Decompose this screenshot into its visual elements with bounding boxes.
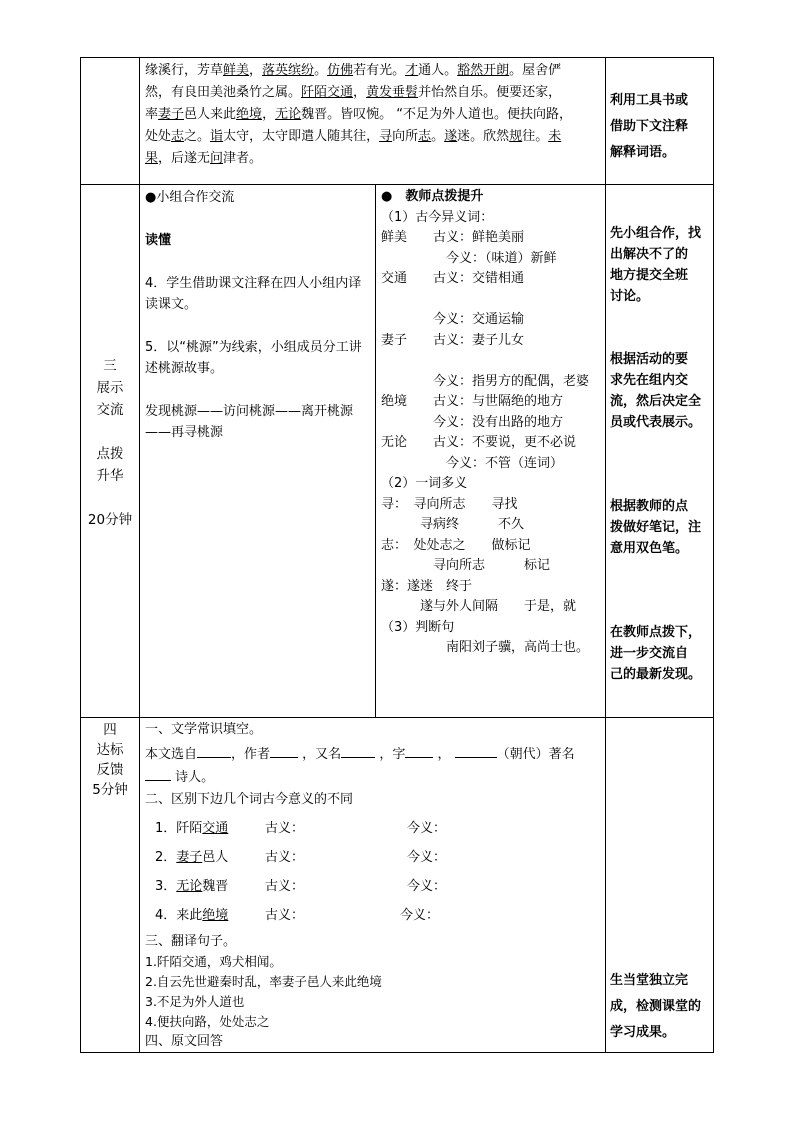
teacher-note-line: 交通 古义：交错相通 [381, 271, 525, 286]
teacher-note-line: （3）判断句 [381, 619, 455, 635]
teacher-title: ● 教师点拨提升 [381, 189, 484, 204]
teacher-guidance-cell [376, 185, 606, 718]
blank-identity[interactable] [145, 767, 171, 781]
aside-line: 根据教师的点 [610, 499, 689, 514]
annotated-word: 诣 [210, 129, 224, 144]
phrase-text: 邑人 [202, 850, 229, 865]
ancient-meaning-label: 古义： [265, 908, 305, 923]
group-item-4: 4．学生借助课文注释在四人小组内译读课文。 [145, 276, 362, 312]
lesson-plan-page [80, 57, 713, 1053]
target-word: 妻子 [176, 850, 203, 865]
stage-line: 三 [103, 358, 117, 374]
stage-line [81, 421, 139, 443]
item-number: 1． [155, 821, 177, 836]
aside-line: 意用双色笔。 [610, 541, 689, 556]
stage-line: 升华 [96, 468, 124, 484]
row1-stage-cell [81, 58, 140, 185]
row2-aside-text [610, 223, 709, 685]
teacher-note-line: 寻： 寻向所志 寻找 [381, 496, 518, 512]
passage-segment: 通人。 [418, 63, 458, 78]
row1-aside-text [610, 88, 709, 166]
annotated-word: 果 [145, 151, 159, 166]
passage-segment: 之。 [184, 129, 211, 144]
item-number: 3． [155, 879, 177, 894]
teacher-note-line: 今义：指男方的配偶，老婆 [381, 373, 590, 389]
annotated-word: 才 [405, 63, 419, 78]
modern-meaning-label: 今义： [407, 850, 447, 865]
sec2-phrase [155, 877, 265, 897]
aside-line [610, 454, 709, 475]
sec2-item [145, 906, 600, 926]
ancient-meaning-label: 古义： [265, 879, 305, 894]
sec2-list [145, 819, 600, 926]
annotated-word: 问 [210, 151, 224, 166]
passage-segment: 然，有良田美池桑竹之属。 [145, 85, 302, 100]
aside-line: 根据活动的要 [610, 352, 689, 367]
aside-line [610, 475, 709, 496]
annotated-word: 妻子 [158, 107, 185, 122]
annotated-word: 志 [418, 129, 432, 144]
target-word: 绝境 [202, 908, 229, 923]
passage-segment: 缘溪行，芳草 [145, 63, 224, 78]
stage-line: 点拨 [96, 446, 124, 462]
passage-segment: 邑人来此 [184, 107, 237, 122]
passage-segment: ， [262, 107, 276, 122]
translation-item: 3.不足为外人道也 [145, 994, 245, 1009]
target-word: 交通 [202, 821, 229, 836]
stage-line: 达标 [96, 742, 124, 758]
exercise-cell [140, 718, 606, 1053]
passage-segment: 迷。欣然 [457, 129, 510, 144]
passage-segment: 并怡然自乐。便要还家， [418, 85, 562, 100]
sec4-title: 四、原文回答 [145, 1034, 224, 1049]
annotated-word: 遂 [444, 129, 458, 144]
teacher-note-line: 绝境 古义：与世隔绝的地方 [381, 394, 564, 409]
passage-line [145, 82, 600, 104]
stage-line [81, 487, 139, 509]
aside-line: 利用工具书或 [610, 93, 689, 108]
passage-segment: 。屋舍俨 [509, 63, 562, 78]
sec2-title: 二、区别下边几个词古今意义的不同 [145, 792, 354, 807]
aside-line: 生当堂独立完 [610, 973, 689, 988]
stage-line: 反馈 [96, 762, 124, 778]
translation-item: 2.自云先世避秦时乱，率妻子邑人来此绝境 [145, 974, 382, 989]
passage-segment: 往。 [522, 129, 549, 144]
teacher-note-line: 寻向所志 标记 [381, 558, 551, 573]
group-item-5: 5．以“桃源”为线索，小组成员分工讲述桃源故事。 [145, 340, 362, 376]
blank-courtesy-name[interactable] [405, 744, 433, 758]
teacher-note-line: 今义：（味道）新鲜 [381, 250, 557, 266]
passage-line [145, 148, 600, 170]
teacher-note-line: 南阳刘子骥，高尚士也。 [381, 640, 590, 655]
stage-line: 5分钟 [92, 782, 128, 798]
passage-segment: ， [249, 63, 263, 78]
sec2-phrase [155, 906, 265, 926]
blank-source[interactable] [197, 744, 231, 758]
passage-segment: 率 [145, 107, 159, 122]
teacher-note-line: 遂：遂迷 终于 [381, 578, 473, 594]
passage-segment: 若有光。 [353, 63, 406, 78]
group-work-cell [140, 185, 376, 718]
sec2-phrase [155, 819, 265, 839]
annotated-word: 寻 [379, 129, 393, 144]
teacher-note-line: 无论 古义：不要说，更不必说 [381, 435, 577, 450]
annotated-word: 黄发垂髫 [366, 85, 419, 100]
modern-meaning-label: 今义： [407, 821, 447, 836]
row3-stage-cell [81, 718, 140, 1053]
passage-segment: 处处 [145, 129, 172, 144]
aside-line [610, 433, 709, 454]
teacher-note-line: 今义：交通运输 [381, 312, 525, 327]
teacher-note-line: 鲜美 古义：鲜艳美丽 [381, 230, 525, 245]
sec3-list [145, 952, 600, 1032]
passage-segment: 。 [431, 129, 445, 144]
annotated-word: 落英缤纷 [262, 63, 315, 78]
sec2-item [145, 877, 600, 897]
teacher-notes [381, 208, 600, 659]
teacher-note-line: （2）一词多义 [381, 476, 468, 491]
aside-line: 借助下文注释 [610, 119, 689, 134]
stage-line: 展示 [96, 380, 124, 396]
passage-line [145, 126, 600, 148]
annotated-word: 志 [171, 129, 185, 144]
aside-line [610, 580, 709, 601]
aside-line: 解释词语。 [610, 145, 676, 160]
teacher-note-line: 今义：不管（连词） [381, 455, 564, 471]
aside-line: 求先在组内交 [610, 373, 689, 388]
aside-line [610, 307, 709, 328]
stage-line: 四 [103, 722, 117, 738]
stage-label-feedback [81, 720, 139, 800]
blank-author[interactable] [270, 744, 298, 758]
sec2-item [145, 848, 600, 868]
aside-line: 己的最新发现。 [610, 667, 702, 682]
row3-aside-text [610, 968, 709, 1046]
row-feedback [81, 718, 714, 1053]
teacher-note-line: 志： 处处志之 做标记 [381, 537, 531, 553]
group-flow: 发现桃源——访问桃源——离开桃源——再寻桃源 [145, 404, 354, 440]
passage-segment: 向所 [392, 129, 419, 144]
sec1-fill-line: 本文选自 ，作者 ，又名 ，字 ， （朝代）著名 [145, 744, 600, 765]
teacher-note-line: 妻子 古义：妻子儿女 [381, 332, 525, 348]
sec1-title: 一、文学常识填空。 [145, 722, 263, 737]
group-subtitle: 读懂 [145, 233, 172, 248]
ancient-meaning-label: 古义： [265, 821, 305, 836]
phrase-text: 阡陌 [176, 821, 203, 836]
row3-aside-cell [606, 718, 714, 1053]
annotated-word: 仿佛 [327, 63, 354, 78]
blank-dynasty[interactable] [455, 744, 497, 758]
translation-item: 1.阡陌交通，鸡犬相闻。 [145, 954, 282, 969]
aside-line [610, 559, 709, 580]
group-title: ●小组合作交流 [145, 190, 235, 205]
aside-line: 地方提交全班 [610, 268, 689, 283]
aside-line: 在教师点拨下， [610, 625, 702, 640]
passage-segment: ，后遂无 [158, 151, 211, 166]
row-passage [81, 58, 714, 185]
passage-line [145, 104, 600, 126]
modern-meaning-label: 今义： [400, 908, 440, 923]
annotated-word: 未 [548, 129, 562, 144]
aside-line: 先小组合作，找 [610, 226, 702, 241]
sec3-title: 三、翻译句子。 [145, 934, 237, 949]
passage-segment: 太守，太守即遣人随其往， [223, 129, 380, 144]
phrase-text: 来此 [176, 908, 203, 923]
annotated-word: 无论 [275, 107, 302, 122]
passage-cell [140, 58, 606, 185]
teacher-note-line: 寻病终 不久 [381, 517, 525, 532]
row1-aside-cell [606, 58, 714, 185]
teacher-note-line: 遂与外人间隔 于是，就 [381, 599, 577, 614]
item-number: 2． [155, 850, 177, 865]
modern-meaning-label: 今义： [407, 879, 447, 894]
ancient-meaning-label: 古义： [265, 850, 305, 865]
teacher-note-line [381, 290, 600, 311]
passage-segment: 津者。 [223, 151, 263, 166]
translation-item: 4.便扶向路，处处志之 [145, 1014, 270, 1029]
sec1-fill-line-2: 诗人。 [145, 767, 600, 788]
row-display [81, 185, 714, 718]
sec2-item [145, 819, 600, 839]
teacher-note-line [381, 351, 600, 372]
aside-line: 学习成果。 [610, 1025, 676, 1040]
annotated-word: 鲜美 [223, 63, 250, 78]
row2-aside-cell [606, 185, 714, 718]
annotated-word: 绝境 [236, 107, 263, 122]
aside-line: 成，检测课堂的 [610, 999, 702, 1014]
passage-segment: 。 [314, 63, 328, 78]
aside-line: 讨论。 [610, 289, 650, 304]
phrase-text: 魏晋 [202, 879, 229, 894]
row2-stage-cell [81, 185, 140, 718]
passage-segment: 魏晋。皆叹惋。 “不足为外人道也。便扶向路， [301, 107, 572, 122]
sec2-phrase [155, 848, 265, 868]
aside-line: 流，然后决定全 [610, 394, 702, 409]
lesson-table [80, 57, 714, 1053]
annotated-word: 豁然开朗 [457, 63, 510, 78]
stage-line: 交流 [96, 402, 124, 418]
stage-label-display [81, 355, 139, 531]
teacher-note-line: （1）古今异义词： [381, 209, 494, 225]
annotated-word: 阡陌交通 [301, 85, 354, 100]
passage-text [145, 60, 600, 170]
aside-line: 员或代表展示。 [610, 415, 702, 430]
blank-alias[interactable] [341, 744, 375, 758]
aside-line: 拨做好笔记，注 [610, 520, 702, 535]
teacher-note-line: 今义：没有出路的地方 [381, 414, 564, 430]
aside-line [610, 328, 709, 349]
aside-line [610, 601, 709, 622]
aside-line: 出解决不了的 [610, 247, 689, 262]
aside-line: 进一步交流自 [610, 646, 689, 661]
target-word: 无论 [176, 879, 203, 894]
passage-segment: ， [353, 85, 367, 100]
stage-line: 20分钟 [87, 512, 133, 528]
passage-line [145, 60, 600, 82]
item-number: 4． [155, 908, 177, 923]
annotated-word: 规 [509, 129, 523, 144]
